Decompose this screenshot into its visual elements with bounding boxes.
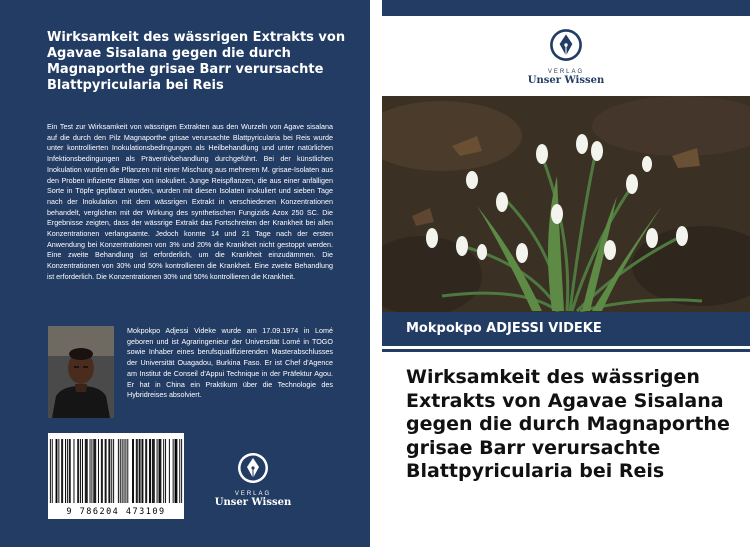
barcode-bar	[70, 439, 71, 503]
barcode-bar	[154, 439, 155, 503]
back-cover-blurb: Ein Test zur Wirksamkeit von wässrigen Extrakten aus den Wurzeln von Agave sisalana auf die durch den Pilz Magnaporthe grisae verursachte Blattpyricularia bei Reis wurde unter kontrollierten Inokulationsbedingungen als Heilbehandlung und unter natürlichen Infektionsbedingungen als Präventivbehandlung durchgeführt. Bei der künstlichen Inokulation wurden die Pflanzen mit einer Mischung aus mehreren M. grisae-Isolaten aus den Proben infizierter Blätter von inokuliert. Junge Reispflanzen, die aus einer anfälligen Sorte in Töpfe gepflanzt wurden, wurden mit diesen Isolaten inokuliert und sieben Tage nach der Inokulation mit dem wässrigen Extrakt in verschiedenen Konzentrationen behandelt, verglichen mit der Wirkung des synthetischen Fungizids Azox 250 SC. Die Ergebnisse zeigten, dass der wässrige Extrakt das Fortschreiten der Krankheit bei allen Konzentrationen verlangsamte. Jedoch konnte 14 und 21 Tage nach der ersten Anwendung bei Konzentrationen von 3% und 20% die Krankheit nicht gestoppt werden. Eine zweite Behandlung ist erforderlich, um die Krankheit einzudämmen. Die Konzentrationen von 30% und 50% kontrollieren die Krankheit. Eine zweite Behandlung ist erforderlich. Die Konzentrationen 30% und 50% kontrollieren die Krankheit.	[47, 122, 333, 281]
barcode-bar	[56, 439, 57, 503]
barcode-bar	[109, 439, 110, 503]
barcode-bar	[82, 439, 83, 503]
barcode-bar	[150, 439, 151, 503]
barcode-bar	[105, 439, 106, 503]
barcode-bar	[98, 439, 99, 503]
barcode-bar	[62, 439, 63, 503]
author-photo	[48, 326, 114, 418]
barcode-bar	[133, 439, 134, 503]
barcode-bar	[113, 439, 114, 503]
barcode-bar	[136, 439, 137, 503]
barcode-bar	[61, 439, 62, 503]
isbn-number: 9 786204 473109	[66, 507, 166, 517]
barcode-bar	[93, 439, 94, 503]
barcode-bar	[74, 439, 75, 503]
barcode-bar	[169, 439, 170, 503]
barcode-bar	[94, 439, 95, 503]
barcode-bar	[157, 439, 158, 503]
barcode-bar	[139, 439, 140, 503]
barcode-bar	[57, 439, 58, 503]
barcode-bar	[181, 439, 182, 503]
barcode-bar	[87, 439, 88, 503]
barcode-bar	[86, 439, 87, 503]
pen-nib-logo-icon	[237, 452, 269, 484]
barcode-bar	[106, 439, 107, 503]
barcode-bar	[145, 439, 146, 503]
barcode-bar	[152, 439, 153, 503]
barcode-bar	[132, 439, 133, 503]
barcode-bar	[137, 439, 138, 503]
front-cover-title: Wirksamkeit des wässrigen Extrakts von Agavae Sisalana gegen die durch Magnaporthe grisae Barr verursachte Blattpyricularia bei Reis	[406, 366, 730, 483]
barcode-bar	[159, 439, 160, 503]
barcode-bar	[80, 439, 81, 503]
barcode-bar	[58, 439, 59, 503]
barcode-bar	[146, 439, 147, 503]
barcode-bar	[175, 439, 176, 503]
front-logo-name: Unser Wissen	[527, 75, 605, 86]
barcode-bar	[120, 439, 121, 503]
barcode-bar	[160, 439, 161, 503]
divider-line	[382, 349, 750, 352]
barcode-bar	[125, 439, 126, 503]
barcode-bar	[149, 439, 150, 503]
barcode-bar	[165, 439, 166, 503]
front-publisher-logo	[516, 28, 616, 86]
author-band	[382, 312, 750, 346]
spine-gap	[370, 0, 382, 547]
barcode-bar	[90, 439, 91, 503]
barcode-bar	[122, 439, 123, 503]
back-publisher-logo	[212, 452, 294, 508]
barcode-bar	[176, 439, 177, 503]
barcode-bar	[163, 439, 164, 503]
barcode-bar	[78, 439, 79, 503]
barcode-bar	[118, 439, 119, 503]
barcode-bar	[101, 439, 102, 503]
barcode-bar	[69, 439, 70, 503]
barcode-bar	[142, 439, 143, 503]
author-bio: Mokpokpo Adjessi Videke wurde am 17.09.1974 in Lomé geboren und ist Agraringenieur der Universität Lomé in TOGO sowie Inhaber eines berufsqualifizierenden Masterabschlusses der Universität Ouagadou, Burkina Faso. Er ist Chef d'Agence am Institut de Conseil d'Appui Technique in der Präfektur Agou. Er hat in China ein Praktikum über die Technologie des Hybridreises absolviert.	[127, 326, 333, 400]
barcode	[48, 433, 184, 519]
cover-photo-snowdrops	[382, 96, 750, 312]
barcode-bar	[50, 439, 51, 503]
back-logo-verlag: VERLAG	[234, 491, 272, 497]
front-cover	[382, 0, 750, 547]
back-cover-title: Wirksamkeit des wässrigen Extrakts von Agavae Sisalana gegen die durch Magnaporthe grisae Barr verursachte Blattpyricularia bei Reis	[47, 30, 346, 93]
barcode-bar	[77, 439, 78, 503]
barcode-bar	[179, 439, 180, 503]
barcode-bars	[48, 433, 184, 507]
barcode-bar	[173, 439, 174, 503]
author-name: Mokpokpo ADJESSI VIDEKE	[406, 321, 602, 336]
barcode-bar	[108, 439, 109, 503]
back-logo-name: Unser Wissen	[214, 497, 292, 508]
barcode-bar	[153, 439, 154, 503]
barcode-bar	[102, 439, 103, 503]
barcode-bar	[85, 439, 86, 503]
barcode-bar	[140, 439, 141, 503]
barcode-bar	[52, 439, 53, 503]
barcode-bar	[176, 439, 177, 503]
barcode-bar	[91, 439, 92, 503]
barcode-bar	[95, 439, 96, 503]
barcode-bar	[111, 439, 112, 503]
pen-nib-logo-icon	[549, 28, 583, 62]
barcode-bar	[124, 439, 125, 503]
back-cover	[0, 0, 370, 547]
front-logo-verlag: VERLAG	[547, 69, 585, 75]
front-top-band	[382, 0, 750, 16]
barcode-bar	[127, 439, 128, 503]
barcode-bar	[67, 439, 68, 503]
barcode-bar	[142, 439, 143, 503]
barcode-bar	[65, 439, 66, 503]
barcode-bar	[159, 439, 160, 503]
